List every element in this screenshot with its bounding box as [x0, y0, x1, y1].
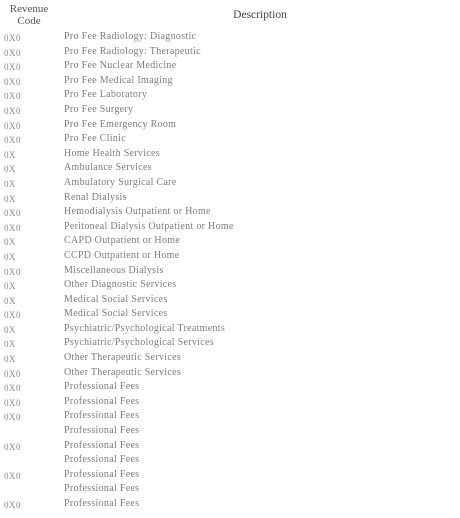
description-cell: Professional Fees	[64, 439, 140, 451]
description-cell: Psychiatric/Psychological Treatments	[64, 322, 226, 334]
table-row	[0, 103, 460, 118]
revenue-code-cell: 0X	[4, 324, 16, 335]
table-row	[0, 380, 460, 395]
revenue-code-cell: 0X0	[4, 33, 21, 43]
description-cell: Pro Fee Emergency Room	[64, 118, 177, 130]
table-row	[0, 191, 460, 206]
revenue-code-cell: 0X	[4, 251, 16, 262]
description-cell: Professional Fees	[64, 454, 140, 466]
revenue-code-cell: 0X0	[4, 62, 21, 73]
description-cell: Other Therapeutic Services	[64, 366, 182, 378]
table-row	[0, 424, 460, 439]
table-row	[0, 439, 460, 454]
revenue-code-cell: 0X0	[4, 105, 21, 116]
table-row	[0, 59, 460, 74]
description-cell: Peritoneal Dialysis Outpatient or Home	[64, 220, 234, 232]
revenue-code-cell: 0X	[4, 149, 16, 160]
table-row	[0, 468, 460, 483]
description-cell: Home Health Services	[64, 147, 160, 159]
revenue-code-cell: 0X	[4, 164, 16, 175]
description-cell: Pro Fee Surgery	[64, 103, 134, 115]
revenue-code-cell: 0X	[4, 193, 16, 204]
description-cell: Renal Dialysis	[64, 191, 127, 203]
table-row	[0, 409, 460, 424]
table-row	[0, 205, 460, 220]
table-row	[0, 395, 460, 410]
table-row	[0, 220, 460, 235]
table-row	[0, 161, 460, 176]
description-cell: CCPD Outpatient or Home	[64, 249, 180, 261]
revenue-code-cell: 0X	[4, 237, 16, 248]
table-row	[0, 176, 460, 191]
revenue-code-cell: 0X0	[4, 47, 21, 58]
revenue-code-cell: 0X0	[4, 412, 21, 423]
header-line-2: Code	[17, 15, 41, 27]
description-cell: Professional Fees	[64, 410, 140, 422]
description-cell: Pro Fee Radiology: Therapeutic	[64, 45, 201, 57]
description-cell: Pro Fee Clinic	[64, 133, 126, 145]
description-cell: Other Diagnostic Services	[64, 279, 177, 291]
description-cell: Medical Social Services	[64, 308, 168, 320]
description-cell: Pro Fee Medical Imaging	[64, 74, 173, 86]
table-row	[0, 322, 460, 337]
table-row	[0, 264, 460, 279]
revenue-code-cell: 0X	[4, 339, 16, 350]
revenue-code-cell: 0X0	[4, 120, 21, 131]
description-cell: Professional Fees	[64, 468, 140, 480]
revenue-code-cell: 0X0	[4, 397, 21, 408]
revenue-code-cell: 0X0	[4, 91, 21, 102]
table-row	[0, 118, 460, 133]
description-cell: Professional Fees	[64, 425, 140, 437]
revenue-code-cell: 0X0	[4, 470, 21, 481]
table-row	[0, 234, 460, 249]
description-cell: Medical Social Services	[64, 293, 168, 305]
table-row	[0, 453, 460, 468]
table-row	[0, 293, 460, 308]
table-row	[0, 336, 460, 351]
revenue-code-cell: 0X0	[4, 383, 21, 394]
header-line-1: Revenue	[9, 3, 49, 15]
revenue-code-cell: 0X	[4, 178, 16, 189]
table-body	[0, 30, 460, 512]
revenue-code-cell: 0X0	[4, 500, 21, 510]
revenue-code-cell: 0X	[4, 295, 16, 306]
revenue-code-cell: 0X0	[4, 441, 21, 452]
revenue-code-cell: 0X0	[4, 310, 21, 321]
description-cell: Psychiatric/Psychological Services	[64, 337, 214, 349]
table-row	[0, 30, 460, 45]
table-row	[0, 45, 460, 60]
table-row	[0, 132, 460, 147]
description-cell: Other Therapeutic Services	[64, 352, 182, 364]
description-cell: Miscellaneous Dialysis	[64, 264, 164, 276]
column-header-revenue-code	[2, 3, 56, 27]
description-cell: Professional Fees	[64, 395, 140, 407]
description-cell: Professional Fees	[64, 498, 140, 509]
table-row	[0, 74, 460, 89]
revenue-code-cell: 0X0	[4, 266, 21, 277]
revenue-code-cell: 0X	[4, 354, 16, 365]
column-header-description: Description	[233, 9, 287, 21]
revenue-code-cell: 0X0	[4, 208, 21, 219]
table-row	[0, 147, 460, 162]
description-cell: Professional Fees	[64, 483, 140, 495]
table-row	[0, 482, 460, 497]
table-row	[0, 351, 460, 366]
description-cell: Ambulatory Surgical Care	[64, 176, 177, 188]
table-row	[0, 497, 460, 512]
table-row	[0, 249, 460, 264]
revenue-code-cell: 0X0	[4, 76, 21, 87]
table-row	[0, 366, 460, 381]
description-cell: Pro Fee Radiology: Diagnostic	[64, 31, 197, 42]
revenue-code-cell: 0X0	[4, 368, 21, 379]
description-cell: CAPD Outpatient or Home	[64, 235, 181, 247]
description-cell: Pro Fee Laboratory	[64, 89, 148, 101]
description-cell: Pro Fee Nuclear Medicine	[64, 60, 177, 72]
description-cell: Professional Fees	[64, 381, 140, 393]
description-cell: Ambulance Services	[64, 162, 152, 174]
table-row	[0, 307, 460, 322]
table-row	[0, 278, 460, 293]
revenue-code-cell: 0X0	[4, 222, 21, 233]
table-row	[0, 88, 460, 103]
revenue-code-cell: 0X0	[4, 135, 21, 146]
description-cell: Hemodialysis Outpatient or Home	[64, 206, 211, 218]
revenue-code-cell: 0X	[4, 281, 16, 292]
